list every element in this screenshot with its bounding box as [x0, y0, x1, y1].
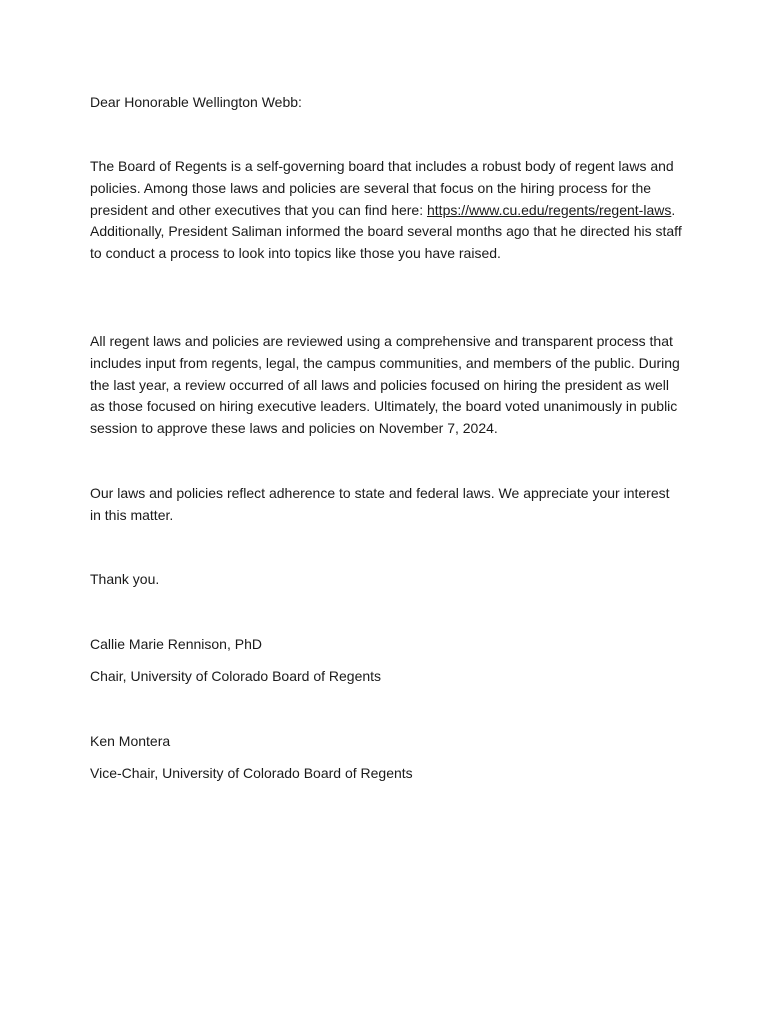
signatory-name-chair: Callie Marie Rennison, PhD — [90, 636, 262, 652]
signatory-title-chair: Chair, University of Colorado Board of Regents — [90, 668, 382, 684]
closing: Thank you. — [90, 571, 160, 587]
regent-laws-link[interactable]: https://www.cu.edu/regents/regent-laws — [427, 201, 672, 218]
signatory-title-vice-chair: Vice-Chair, University of Colorado Board of Regents — [90, 765, 413, 781]
paragraph-review-process: All regent laws and policies are reviewed using a comprehensive and transparent process that includes input from regents, legal, the campus communities, and members of the public. During the last year, a review occurred of all laws and policies focused on hiring the president as well as those focused on hiring executive leaders. Ultimately, the board voted unanimously in public session to approve these laws and policies on November 7, 2024. — [90, 333, 680, 437]
paragraph-text: The Board of Regents is a self-governing board that includes a robust body of regent laws and policies. Among those laws and policies are several that focus on the hiring process for the president and other executives that you can find here: — [90, 158, 674, 218]
paragraph-adherence: Our laws and policies reflect adherence to state and federal laws. We appreciate your interest in this matter. — [90, 485, 670, 523]
paragraph-text-continued: . Additionally, President Saliman informed the board several months ago that he directed his staff to conduct a process to look into topics like those you have raised. — [90, 201, 682, 262]
signatory-name-vice-chair: Ken Montera — [90, 733, 171, 749]
greeting: Dear Honorable Wellington Webb: — [90, 94, 302, 110]
paragraph-regent-laws — [90, 156, 682, 265]
